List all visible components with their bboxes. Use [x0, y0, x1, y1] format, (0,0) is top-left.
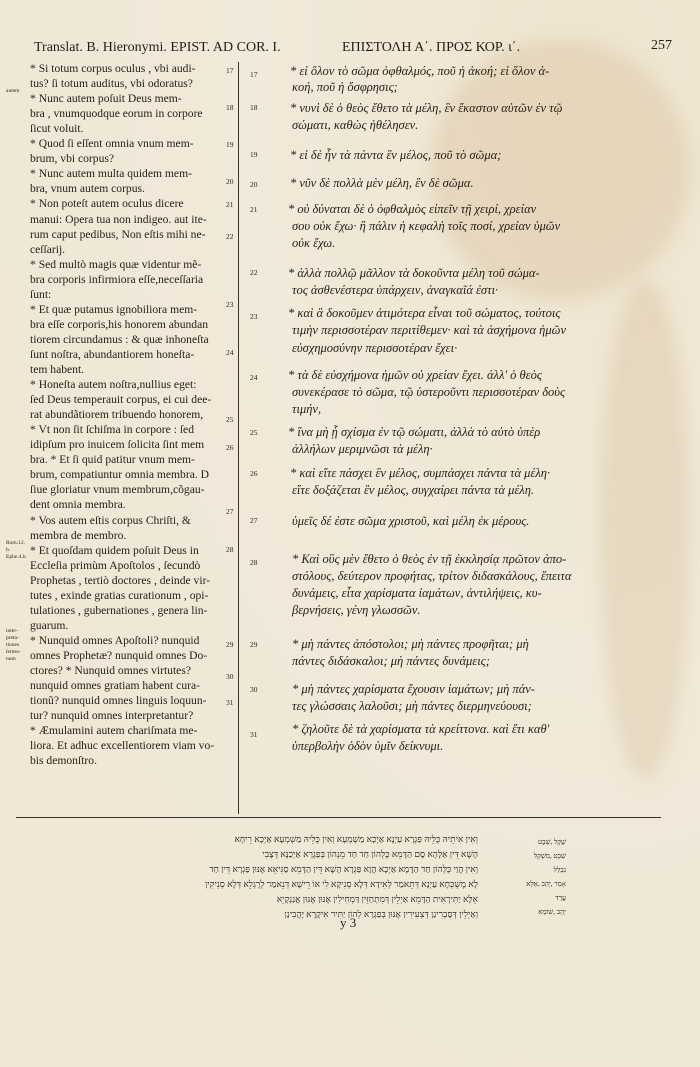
latin-text-line: ceſſarij.	[30, 242, 66, 256]
latin-verse-number: 24	[226, 348, 234, 357]
greek-text-line: * ἵνα μὴ ᾖ σχίσμα ἐν τῷ σώματι, ἀλλὰ τὸ αὐτὸ ὑπὲρ	[288, 425, 541, 439]
hebrew-marginal-note: שֶׁקֶל ,שֵׁבֶט	[537, 838, 566, 846]
hebrew-marginal-note: עֲרַד	[555, 894, 566, 902]
greek-text-line: τιμήν,	[292, 402, 322, 416]
latin-text-line: membra de membro.	[30, 528, 127, 542]
latin-text-line: * Et quoſdam quidem poſuit Deus in	[30, 543, 199, 557]
latin-text-line: * Non poteſt autem oculus dicere	[30, 197, 184, 211]
greek-text-line: σώματι, καθὼς ἠθέλησεν.	[292, 118, 419, 132]
hebrew-text-line: הָשָׁא דֵּין אַלָּהָא סָם הַדָּמֵא כֻּלְּהוֹן חַד חַד מֵנְהוֹן בְּפַגְרָא אַיְכַנָּא דְּצָבִי	[262, 849, 478, 859]
latin-text-line: tionũ? nunquid omnes linguis loquun-	[30, 694, 207, 708]
latin-text-line: dent omnia membra.	[30, 498, 126, 512]
header-latin: Translat. B. Hieronymi. EPIST. AD COR. I.	[34, 40, 281, 55]
latin-text-line: * Vos autem eſtis corpus Chriſti, &	[30, 513, 191, 527]
latin-text-line: tur? nunquid omnes interpretantur?	[30, 709, 194, 723]
latin-text-line: tus? ſi totum auditus, vbi odoratus?	[30, 77, 193, 91]
latin-verse-number: 29	[226, 640, 234, 649]
greek-text-line: συνεκέρασε τὸ σῶμα, τῷ ὑστεροῦντι περισσοτέραν δοὺς	[292, 385, 566, 399]
greek-text-line: * καὶ ἃ δοκοῦμεν ἀτιμότερα εἶναι τοῦ σώματος, τούτοις	[288, 306, 561, 320]
greek-text-line: τες γλώσσαις λαλοῦσι; μὴ πάντες διερμηνεύουσι;	[292, 699, 532, 713]
hebrew-marginal-note: נִבְלַל	[553, 866, 566, 874]
margin-note: tiones	[6, 642, 20, 648]
latin-text-line: idipſum pro inuicem ſolicita ſint mem	[30, 438, 205, 452]
latin-text-line: rat abundãtiorem tribuendo honorem,	[30, 408, 204, 422]
greek-text-line: εὐσχημοσύνην περισσοτέραν ἔχει·	[292, 341, 458, 355]
latin-verse-number: 28	[226, 545, 234, 554]
margin-note: Rom.12.	[6, 540, 25, 546]
hebrew-marginal-note: יְהַב ,שׁוֹמֵא	[538, 908, 566, 916]
latin-text-line: tem habent.	[30, 363, 85, 376]
footer-rule	[16, 817, 661, 818]
greek-verse-number: 26	[250, 469, 258, 478]
latin-verse-number: 17	[226, 66, 234, 75]
latin-text-line: nunquid omnes gratiam habent cura-	[30, 679, 200, 693]
greek-verse-number: 31	[250, 730, 258, 739]
latin-verse-number: 31	[226, 698, 234, 707]
latin-text-line: ſunt noſtra, abundantiorem honeſta-	[30, 347, 195, 361]
greek-text-line: * οὐ δύναται δὲ ὁ ὀφθαλμὸς εἰπεῖν τῇ χειρί, χρείαν	[288, 202, 537, 216]
latin-text-line: * Si totum corpus oculus , vbi audi-	[30, 62, 196, 75]
latin-text-line: * Honeſta autem noſtra,nullius eget:	[30, 378, 197, 392]
greek-verse-number: 17	[250, 70, 258, 79]
greek-text-line: δυνάμεις, εἶτα χαρίσματα ἰαμάτων, ἀντιλήψεις, κυ-	[292, 586, 542, 600]
latin-text-line: bis demonſtro.	[30, 754, 97, 768]
running-header	[30, 40, 680, 62]
greek-text-line: τος ἀσθενέστερα ὑπάρχειν, ἀναγκαῖά ἐστι·	[292, 283, 499, 297]
latin-text-line: ſed Deus temperauit corpus, ei cui dee-	[30, 393, 212, 407]
latin-text-line: bra, vnum autem corpus.	[30, 182, 145, 196]
latin-text-line: Eccleſia primùm Apoſtolos , ſecundò	[30, 558, 201, 572]
greek-verse-number: 20	[250, 180, 258, 189]
latin-text-line: rum caput pedibus, Non eſtis mihi ne-	[30, 227, 206, 241]
greek-text-line: ὑμεῖς δέ ἐστε σῶμα χριστοῦ, καὶ μέλη ἐκ μέρους.	[292, 514, 530, 528]
latin-text-line: bra , vnumquodque eorum in corpore	[30, 107, 203, 121]
greek-text-line: * τὰ δὲ εὐσχήμονα ἡμῶν οὐ χρείαν ἔχει. ἀλλ' ὁ θεὸς	[288, 368, 542, 382]
greek-text-line: * μὴ πάντες ἀπόστολοι; μὴ πάντες προφῆται; μὴ	[292, 637, 529, 651]
margin-note: num	[6, 656, 16, 662]
greek-text-line: τιμὴν περισσοτέραν περιτίθεμεν· καὶ τὰ ἀσχήμονα ἡμῶν	[292, 323, 566, 337]
margin-note: autem	[6, 88, 20, 94]
latin-text-line: * Nunc autem multa quidem mem-	[30, 167, 192, 181]
greek-verse-number: 28	[250, 558, 258, 567]
latin-verse-number: 21	[226, 200, 234, 209]
margin-note: b.	[6, 547, 11, 553]
latin-text-line: * Et quæ putamus ignobiliora mem-	[30, 302, 198, 316]
greek-text-line: * καὶ εἴτε πάσχει ἓν μέλος, συμπάσχει πάντα τὰ μέλη·	[290, 466, 551, 480]
water-stain	[430, 40, 690, 300]
greek-text-line: * εἰ ὅλον τὸ σῶμα ὀφθαλμός, ποῦ ἡ ἀκοή; εἰ ὅλον ἀ-	[290, 64, 550, 78]
greek-text-line: * Καὶ οὓς μὲν ἔθετο ὁ θεὸς ἐν τῇ ἐκκλησίᾳ πρῶτον ἀπο-	[292, 552, 567, 566]
latin-text-line: manui: Opera tua non indigeo. aut ite-	[30, 212, 207, 226]
greek-verse-number: 23	[250, 312, 258, 321]
latin-text-line: * Æmulamini autem chariſmata me-	[30, 724, 198, 738]
latin-text-line: ctores? * Nunquid omnes virtutes?	[30, 664, 191, 677]
latin-text-line: brum, vbi corpus?	[30, 152, 115, 166]
latin-verse-number: 18	[226, 103, 234, 112]
latin-verse-number: 19	[226, 140, 234, 149]
page-number: 257	[651, 38, 672, 53]
greek-verse-number: 18	[250, 103, 258, 112]
latin-text-line: bra. * Et ſi quid patitur vnum mem-	[30, 453, 195, 467]
latin-verse-number: 20	[226, 177, 234, 186]
latin-text-line: brum, compatiuntur omnia membra. D	[30, 468, 210, 482]
latin-text-line: Prophetas , tertiò doctores , deinde vir-	[30, 573, 211, 587]
latin-text-line: liora. Et adhuc excellentiorem viam vo-	[30, 739, 215, 753]
margin-note: Ephe.4.b.	[6, 554, 27, 560]
column-rule	[238, 62, 239, 814]
greek-text-line: * ζηλοῦτε δὲ τὰ χαρίσματα τὰ κρείττονα. καὶ ἔτι καθ'	[292, 722, 550, 736]
margin-note: preta-	[6, 635, 19, 641]
latin-text-line: ſicut voluit.	[30, 122, 84, 136]
greek-verse-number: 21	[250, 205, 258, 214]
greek-text-line: στόλους, δεύτερον προφήτας, τρίτον διδασκάλους, ἔπειτα	[292, 569, 572, 583]
greek-text-line: * νῦν δὲ πολλὰ μὲν μέλη, ἓν δὲ σῶμα.	[290, 176, 474, 190]
latin-text-line: bra corporis infirmiora eſſe,neceſſaria	[30, 272, 204, 286]
latin-verse-number: 26	[226, 443, 234, 452]
greek-verse-number: 29	[250, 640, 258, 649]
latin-text-line: guarum.	[30, 618, 69, 632]
header-greek: ΕΠΙΣΤΟΛΗ Α΄. ΠΡΟΣ ΚΟΡ. ι΄.	[342, 40, 521, 55]
latin-text-line: * Nunquid omnes Apoſtoli? nunquid	[30, 633, 200, 647]
hebrew-text-line: וְאַיְלֵין דְּסָבְרִינַן דְּצְעִירִין אֶנּוּן בְּפַגְרָא לְהוֹן יַתִּיר אִיקָרָא יָהֲבִינַן	[284, 909, 478, 919]
greek-text-line: * ἀλλὰ πολλῷ μᾶλλον τὰ δοκοῦντα μέλη τοῦ σώμα-	[288, 266, 540, 280]
greek-text-line: κοή, ποῦ ἡ ὄσφρησις;	[292, 80, 398, 94]
latin-text-line: bra eſſe corporis,his honorem abundan	[30, 317, 209, 331]
greek-verse-number: 22	[250, 268, 258, 277]
greek-text-line: οὐκ ἔχω.	[292, 236, 336, 250]
greek-verse-number: 27	[250, 516, 258, 525]
latin-text-line: tutes , exinde gratias curationum , opi-	[30, 588, 209, 602]
margin-note: inter-	[6, 628, 18, 634]
hebrew-marginal-note: אָמַר ,יָהַב ,אַלָּא	[526, 880, 566, 888]
latin-text-line: * Quod ſi eſſent omnia vnum mem-	[30, 137, 194, 151]
latin-verse-number: 25	[226, 415, 234, 424]
latin-verse-number: 22	[226, 232, 234, 241]
greek-text-line: ἀλλήλων μεριμνῶσι τὰ μέλη·	[292, 442, 433, 456]
greek-verse-number: 30	[250, 685, 258, 694]
greek-text-line: ὑπερβολὴν ὁδὸν ὑμῖν δείκνυμι.	[292, 739, 444, 753]
greek-verse-number: 19	[250, 150, 258, 159]
latin-text-line: ſunt:	[30, 287, 52, 301]
latin-text-line: tulationes , gubernationes , genera lin-	[30, 603, 208, 617]
hebrew-text-line: לָא מֶשְׁכְּחָא עַיְנָא דְּתֵאמַר לְאִידָא דְּלָא סְנִיקָא לִי אוֹ רֵישָׁא דְּנֵאמַר לְרֶגְלֵא דְּלָא סְנִיקִין	[205, 879, 478, 889]
hebrew-text-line: אֵלָּא יַתִּירָאִית הַדָּמֵא אַיְלֵין דְּמִתְחַזֵּין דַּמְחִילִין אֶנּוּן אֶנּוּן אֲנַנְקָיֵא	[276, 894, 478, 904]
greek-verse-number: 24	[250, 373, 258, 382]
hebrew-marginal-note: שְׁבֵט ,מִשְׁקָל	[533, 852, 566, 860]
latin-text-line: * Nunc autem poſuit Deus mem-	[30, 92, 182, 106]
greek-text-line: πάντες διδάσκαλοι; μὴ πάντες δυνάμεις;	[292, 654, 490, 668]
signature-mark: y 3	[340, 915, 357, 930]
greek-verse-number: 25	[250, 428, 258, 437]
latin-text-line: ſiue gloriatur vnum membrum,cõgau-	[30, 483, 205, 497]
greek-text-line: βερνήσεις, γένη γλωσσῶν.	[292, 603, 421, 617]
greek-text-line: * εἰ δὲ ἦν τὰ πάντα ἓν μέλος, ποῦ τὸ σῶμα;	[290, 148, 502, 162]
greek-text-line: εἴτε δοξάζεται ἓν μέλος, συγχαίρει πάντα τὰ μέλη.	[292, 483, 535, 497]
latin-text-line: tiorem circundamus : & quæ inhoneſta	[30, 332, 209, 346]
latin-verse-number: 27	[226, 507, 234, 516]
hebrew-text-line: וְאִין אִיתֵיהּ כֻּלֵּיהּ פַּגְרָא עַיְנָא אַיְכָא מַשְׁמְעָא וְאִין כֻּלֵּיהּ מַשְׁמְעָא אַיְכָא רֵיחָא	[234, 834, 478, 844]
latin-text-line: omnes Prophetæ? nunquid omnes Do-	[30, 648, 208, 662]
latin-text-line: * Vt non ſit ſchiſma in corpore : ſed	[30, 423, 194, 437]
greek-text-line: σου οὐκ ἔχω· ἢ πάλιν ἡ κεφαλὴ τοῖς ποσί, χρείαν ὑμῶν	[292, 219, 561, 233]
greek-text-line: * μὴ πάντες χαρίσματα ἔχουσιν ἰαμάτων; μὴ πάν-	[292, 682, 535, 696]
greek-text-line: * νυνὶ δὲ ὁ θεὸς ἔθετο τὰ μέλη, ἓν ἕκαστον αὐτῶν ἐν τῷ	[290, 101, 563, 115]
latin-verse-number: 30	[226, 672, 234, 681]
hebrew-text-line: וְאִין הֲוַי כֻּלְּהוֹן חַד הַדָּמָא אַיְכָא הֲוָא פַּגְרָא הָשָׁא דֵּין הַדָּמֵא סַגִּיאֵא אֶנּוּן פַּגְרָא דֵּין חַד	[209, 864, 478, 874]
latin-text-line: * Sed multò magis quæ videntur mẽ-	[30, 257, 202, 271]
latin-verse-number: 23	[226, 300, 234, 309]
margin-note: ſermo-	[6, 649, 21, 655]
